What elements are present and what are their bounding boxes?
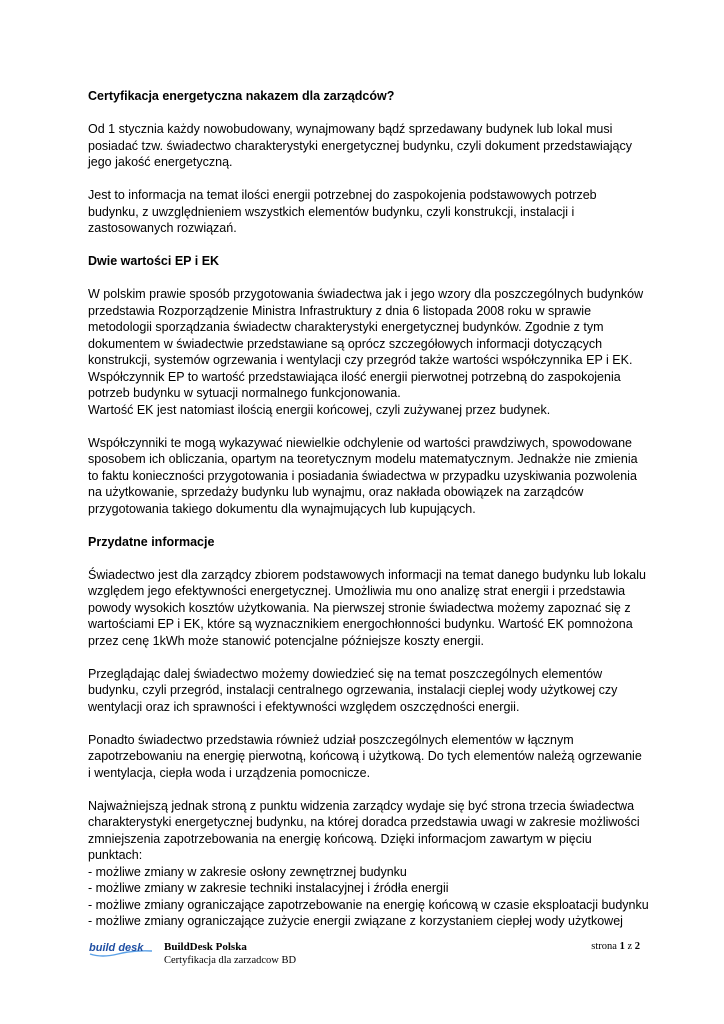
page-separator: z: [627, 941, 633, 952]
paragraph-2: [88, 187, 648, 237]
list-item: - możliwe zmiany w zakresie techniki instalacyjnej i źródła energii: [88, 881, 449, 895]
page-prefix: strona: [591, 941, 617, 952]
section-heading-ep-ek: Dwie wartości EP i EK: [88, 254, 220, 268]
paragraph-8: [88, 798, 648, 930]
paragraph-line: Od 1 stycznia każdy nowobudowany, wynajmowany bądź sprzedawany budynek lub lokal musi: [88, 122, 613, 136]
paragraph-5: [88, 567, 648, 650]
paragraph-line: Jest to informacja na temat ilości energii potrzebnej do zaspokojenia podstawowych potrzeb: [88, 188, 597, 202]
paragraph-line: zmniejszenia zapotrzebowania na energię końcową. Dzięki informacjom zawartym w pięciu: [88, 831, 592, 846]
document-body: [88, 88, 648, 930]
paragraph-line: na użytkowanie, sprzedaży budynku lub wynajmu, oraz nakłada obowiązek na zarządców: [88, 485, 584, 499]
paragraph-line: Współczynnik EP to wartość przedstawiająca ilość energii pierwotnej potrzebną do zaspokojenia: [88, 369, 621, 384]
paragraph-line: konstrukcji, systemów ogrzewania i wentylacji czy przegród także wartości współczynnika EP i EK.: [88, 353, 633, 367]
paragraph-line: zapotrzebowaniu na energię pierwotną, końcową i użytkową. Do tych elementów należą ogrzewanie: [88, 749, 642, 763]
paragraph-line: powody wysokich kosztów użytkowania. Na pierwszej stronie świadectwa możemy zapoznać się z: [88, 600, 631, 615]
paragraph-line: Wartość EK jest natomiast ilością energii końcowej, czyli zużywanej przez budynek.: [88, 402, 551, 417]
paragraph-line: zastosowanych rozwiązań.: [88, 221, 237, 235]
paragraph-line: metodologii sporządzania świadectw charakterystyki energetycznej budynków. Zgodnie z tym: [88, 320, 604, 334]
paragraph-1: [88, 121, 648, 171]
paragraph-line: Współczynniki te mogą wykazywać niewielkie odchylenie od wartości prawdziwych, spowodowane: [88, 435, 632, 450]
paragraph-4: [88, 435, 648, 518]
list-item: - możliwe zmiany ograniczające zapotrzebowanie na energię końcową w czasie eksploatacji budynku: [88, 897, 649, 912]
paragraph-line: przez cenę 1kWh może stanowić potencjalne późniejsze koszty energii.: [88, 633, 485, 648]
document-title: Certyfikacja energetyczna nakazem dla zarządców?: [88, 89, 395, 103]
section-heading-useful-info: Przydatne informacje: [88, 534, 215, 549]
paragraph-line: posiadać tzw. świadectwo charakterystyki energetycznej budynku, czyli dokument przedstawiający: [88, 138, 633, 153]
document-filename: Certyfikacja dla zarzadcow BD: [164, 955, 297, 966]
logo-text: build desk: [89, 942, 144, 954]
paragraph-line: względem jego efektywności energetycznej. Umożliwia mu ono analizę strat energii i przedstawia: [88, 584, 626, 598]
paragraph-line: punktach:: [88, 848, 143, 862]
paragraph-line: jego jakość energetyczną.: [88, 155, 233, 169]
paragraph-line: Przeglądając dalej świadectwo możemy dowiedzieć się na temat poszczególnych elementów: [88, 666, 603, 681]
page-current: 1: [619, 941, 625, 952]
page-total: 2: [634, 941, 640, 952]
paragraph-line: dokumentem w świadectwie przedstawiane są oprócz szczegółowych informacji dotyczących: [88, 336, 603, 351]
paragraph-7: [88, 732, 648, 782]
paragraph-line: budynku, z uwzględnieniem wszystkich elementów budynku, czyli konstrukcji, instalacji i: [88, 204, 575, 219]
paragraph-line: potrzeb budynku w sytuacji normalnego funkcjonowania.: [88, 386, 401, 400]
page-number: [591, 941, 640, 952]
list-item: - możliwe zmiany ograniczające zużycie energii związane z korzystaniem ciepłej wody użytkowej: [88, 914, 623, 928]
paragraph-line: wentylacji oraz ich sprawności i efektywności względem oszczędności energii.: [88, 699, 520, 714]
page-footer: [88, 937, 640, 977]
company-name: BuildDesk Polska: [164, 941, 247, 953]
paragraph-line: charakterystyki energetycznej budynku, na której doradca przedstawia uwagi w zakresie możliwości: [88, 815, 640, 829]
paragraph-line: Świadectwo jest dla zarządcy zbiorem podstawowych informacji na temat danego budynku lub lokalu: [88, 567, 646, 582]
paragraph-line: Ponadto świadectwo przedstawia również udział poszczególnych elementów w łącznym: [88, 732, 574, 747]
builddesk-logo: [88, 939, 154, 959]
paragraph-line: W polskim prawie sposób przygotowania świadectwa jak i jego wzory dla poszczególnych budynków: [88, 287, 644, 301]
paragraph-line: i wentylacja, ciepła woda i urządzenia pomocnicze.: [88, 765, 371, 780]
list-item: - możliwe zmiany w zakresie osłony zewnętrznej budynku: [88, 864, 407, 879]
paragraph-6: [88, 666, 648, 716]
paragraph-line: Najważniejszą jednak stroną z punktu widzenia zarządcy wydaje się być strona trzecia świadectwa: [88, 798, 635, 813]
paragraph-line: to faktu konieczności przygotowania i posiadania świadectwa w przypadku uzyskiwania pozwolenia: [88, 468, 637, 483]
paragraph-line: budynku, czyli przegród, instalacji centralnego ogrzewania, instalacji cieplej wody użytkowej czy: [88, 683, 618, 697]
paragraph-line: wartościami EP i EK, które są wyznacznikiem energochłonności budynku. Wartość EK pomnożona: [88, 617, 633, 631]
paragraph-3: [88, 286, 648, 418]
paragraph-line: przygotowania takiego dokumentu dla wynajmujących lub kupujących.: [88, 501, 476, 516]
paragraph-line: sposobem ich obliczania, opartym na teoretycznym modelu matematycznym. Jednakże nie zmienia: [88, 452, 638, 466]
paragraph-line: przedstawia Rozporządzenie Ministra Infrastruktury z dnia 6 listopada 2008 roku w sprawie: [88, 303, 592, 318]
